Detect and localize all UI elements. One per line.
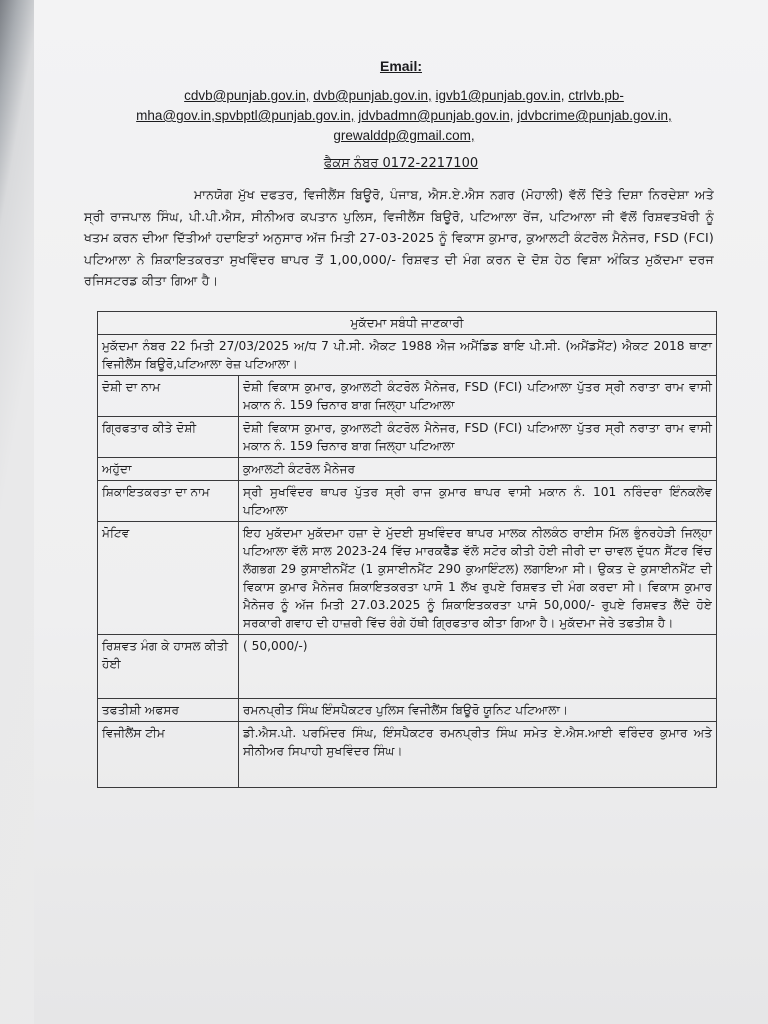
email-list — [124, 86, 684, 146]
email-link[interactable]: grewalddp@gmail.com, — [333, 128, 475, 143]
row-label: ਸ਼ਿਕਾਇਤਕਰਤਾ ਦਾ ਨਾਮ — [98, 481, 239, 522]
email-link[interactable]: ctrlvb.pb-mha@gov.in,spvbptl@punjab.gov.in, — [136, 88, 624, 123]
email-heading: Email: — [379, 58, 422, 74]
table-row — [98, 481, 717, 522]
table-heading: ਮੁਕੱਦਮਾ ਸਬੰਧੀ ਜਾਣਕਾਰੀ — [98, 312, 717, 335]
row-value: ( 50,000/-) — [239, 635, 717, 699]
row-label: ਅਹੁੱਦਾ — [98, 458, 239, 481]
row-label: ਗ੍ਰਿਫਤਾਰ ਕੀਤੇ ਦੋਸ਼ੀ — [98, 417, 239, 458]
row-value: ਸ੍ਰੀ ਸੁਖਵਿੰਦਰ ਥਾਪਰ ਪੁੱਤਰ ਸ੍ਰੀ ਰਾਜ ਕੁਮਾਰ ਥਾਪਰ ਵਾਸੀ ਮਕਾਨ ਨੰ. 101 ਨਰਿੰਦਰਾ ਇੰਨਕਲੇਵ ਪਟਿਆਲਾ — [239, 481, 717, 522]
table-row — [98, 376, 717, 417]
row-label: ਵਿਜੀਲੈਂਸ ਟੀਮ — [98, 722, 239, 788]
fax-number: ਫੈਕਸ ਨੰਬਰ 0172-2217100 — [323, 156, 479, 171]
row-value: ਦੋਸ਼ੀ ਵਿਕਾਸ ਕੁਮਾਰ, ਕੁਆਲਟੀ ਕੰਟਰੋਲ ਮੈਨੇਜਰ, FSD (FCI) ਪਟਿਆਲਾ ਪੁੱਤਰ ਸ੍ਰੀ ਨਰਾਤਾ ਰਾਮ ਵਾਸੀ ਮਕਾਨ ਨੰ. 159 ਚਿਨਾਰ ਬਾਗ ਜਿਲ੍ਹਾ ਪਟਿਆਲਾ — [239, 376, 717, 417]
row-value: ਰਮਨਪ੍ਰੀਤ ਸਿੰਘ ਇੰਸਪੈਕਟਰ ਪੁਲਿਸ ਵਿਜੀਲੈਂਸ ਬਿਊਰੋ ਯੂਨਿਟ ਪਟਿਆਲਾ। — [239, 699, 717, 722]
email-link[interactable]: jdvbcrime@punjab.gov.in, — [517, 108, 672, 123]
case-number-cell: ਮੁਕੱਦਮਾ ਨੰਬਰ 22 ਮਿਤੀ 27/03/2025 ਅ/ਧ 7 ਪੀ.ਸੀ. ਐਕਟ 1988 ਐਜ ਅਮੈਂਡਿਡ ਬਾਇ ਪੀ.ਸੀ. (ਅਮੈਂਡਮੈਂਟ) ਐਕਟ 2018 ਥਾਣਾ ਵਿਜੀਲੈਂਸ ਬਿਊਰੋ,ਪਟਿਆਲਾ ਰੇਜ਼ ਪਟਿਆਲਾ। — [98, 335, 717, 376]
table-row — [98, 699, 717, 722]
email-link[interactable]: dvb@punjab.gov.in, — [313, 88, 432, 103]
row-value: ਕੁਆਲਟੀ ਕੰਟਰੋਲ ਮੈਨੇਜਰ — [239, 458, 717, 481]
row-label: ਮੋਟਿਵ — [98, 522, 239, 635]
intro-paragraph: ਮਾਨਯੋਗ ਮੁੱਖ ਦਫਤਰ, ਵਿਜੀਲੈਂਸ ਬਿਊਰੋ, ਪੰਜਾਬ, ਐਸ.ਏ.ਐਸ ਨਗਰ (ਮੋਹਾਲੀ) ਵੱਲੋਂ ਦਿੱਤੇ ਦਿਸ਼ਾ ਨਿਰਦੇਸ਼ਾ ਅਤੇ ਸ੍ਰੀ ਰਾਜਪਾਲ ਸਿੰਘ, ਪੀ.ਪੀ.ਐਸ, ਸੀਨੀਅਰ ਕਪਤਾਨ ਪੁਲਿਸ, ਵਿਜੀਲੈਂਸ ਬਿਊਰੋ, ਪਟਿਆਲਾ ਰੇਂਜ, ਪਟਿਆਲਾ ਜੀ ਵੱਲੋਂ ਰਿਸ਼ਵਤਖੋਰੀ ਨੂੰ ਖਤਮ ਕਰਨ ਦੀਆ ਦਿੱਤੀਆਂ ਹਦਾਇਤਾਂ ਅਨੁਸਾਰ ਅੱਜ ਮਿਤੀ 27-03-2025 ਨੂੰ ਵਿਕਾਸ ਕੁਮਾਰ, ਕੁਆਲਟੀ ਕੰਟਰੋਲ ਮੈਨੇਜਰ, FSD (FCI) ਪਟਿਆਲਾ ਨੇ ਸ਼ਿਕਾਇਤਕਰਤਾ ਸੁਖਵਿੰਦਰ ਥਾਪਰ ਤੋਂ 1,00,000/- ਰਿਸ਼ਵਤ ਦੀ ਮੰਗ ਕਰਨ ਦੇ ਦੋਸ਼ ਹੇਠ ਵਿਸ਼ਾ ਅੰਕਿਤ ਮੁਕੱਦਮਾ ਦਰਜ ਰਜਿਸਟਰਡ ਕੀਤਾ ਗਿਆ ਹੈ। — [84, 187, 714, 288]
email-link[interactable]: igvb1@punjab.gov.in, — [435, 88, 565, 103]
email-link[interactable]: cdvb@punjab.gov.in, — [184, 88, 310, 103]
row-value: ਦੋਸ਼ੀ ਵਿਕਾਸ ਕੁਮਾਰ, ਕੁਆਲਟੀ ਕੰਟਰੋਲ ਮੈਨੇਜਰ, FSD (FCI) ਪਟਿਆਲਾ ਪੁੱਤਰ ਸ੍ਰੀ ਨਰਾਤਾ ਰਾਮ ਵਾਸੀ ਮਕਾਨ ਨੰ. 159 ਚਿਨਾਰ ਬਾਗ ਜਿਲ੍ਹਾ ਪਟਿਆਲਾ — [239, 417, 717, 458]
row-label: ਰਿਸ਼ਵਤ ਮੰਗ ਕੇ ਹਾਸਲ ਕੀਤੀ ਹੋਈ — [98, 635, 239, 699]
table-row — [98, 635, 717, 699]
document-page — [34, 0, 768, 1024]
case-info-table — [97, 311, 717, 788]
row-value: ਇਹ ਮੁਕੱਦਮਾ ਮੁਕੱਦਮਾ ਹਜ਼ਾ ਦੇ ਮੁੱਦਈ ਸੁਖਵਿੰਦਰ ਥਾਪਰ ਮਾਲਕ ਨੀਲਕੰਠ ਰਾਈਸ ਮਿੱਲ ਭੁੰਨਰਹੇੜੀ ਜਿਲ੍ਹਾ ਪਟਿਆਲਾ ਵੱਲੋ ਸਾਲ 2023-24 ਵਿੱਚ ਮਾਰਕਫੈੱਡ ਵੱਲੋ ਸਟੋਰ ਕੀਤੀ ਹੋਈ ਜੀਰੀ ਦਾ ਚਾਵਲ ਦੁੱਧਨ ਸੈਂਟਰ ਵਿੱਚ ਲੱਗਭਗ 29 ਕੁਸਾਈਨਮੈਂਟ (1 ਕੁਸਾਈਨਮੈਂਟ 290 ਕੁਆਇੰਟਲ) ਲਗਾਇਆ ਸੀ। ਉਕਤ ਦੇ ਕੁਸਾਈਨਮੈਂਟ ਦੀ ਵਿਕਾਸ ਕੁਮਾਰ ਮੈਨੇਜਰ ਸ਼ਿਕਾਇਤਕਰਤਾ ਪਾਸੋ 1 ਲੱਖ ਰੁਪਏ ਰਿਸ਼ਵਤ ਦੀ ਮੰਗ ਕਰਦਾ ਸੀ। ਵਿਕਾਸ ਕੁਮਾਰ ਮੈਨੇਜਰ ਨੂੰ ਅੱਜ ਮਿਤੀ 27.03.2025 ਨੂੰ ਸ਼ਿਕਾਇਤਕਰਤਾ ਪਾਸੋ 50,000/- ਰੁਪਏ ਰਿਸ਼ਵਤ ਲੈਂਦੇ ਹੋਏ ਸਰਕਾਰੀ ਗਵਾਹ ਦੀ ਹਾਜ਼ਰੀ ਵਿੱਚ ਰੰਗੇ ਹੱਥੀ ਗ੍ਰਿਫਤਾਰ ਕੀਤਾ ਗਿਆ ਹੈ। ਮੁਕੱਦਮਾ ਜੇਰੇ ਤਫਤੀਸ਼ ਹੈ। — [239, 522, 717, 635]
row-label: ਦੋਸ਼ੀ ਦਾ ਨਾਮ — [98, 376, 239, 417]
table-row — [98, 417, 717, 458]
email-link[interactable]: jdvbadmn@punjab.gov.in, — [358, 108, 514, 123]
table-row — [98, 722, 717, 788]
table-row — [98, 522, 717, 635]
row-label: ਤਫਤੀਸ਼ੀ ਅਫਸਰ — [98, 699, 239, 722]
table-row — [98, 458, 717, 481]
row-value: ਡੀ.ਐਸ.ਪੀ. ਪਰਮਿੰਦਰ ਸਿੰਘ, ਇੰਸਪੈਕਟਰ ਰਮਨਪ੍ਰੀਤ ਸਿੰਘ ਸਮੇਤ ਏ.ਐਸ.ਆਈ ਵਰਿੰਦਰ ਕੁਮਾਰ ਅਤੇ ਸੀਨੀਅਰ ਸਿਪਾਹੀ ਸੁਖਵਿੰਦਰ ਸਿੰਘ। — [239, 722, 717, 788]
